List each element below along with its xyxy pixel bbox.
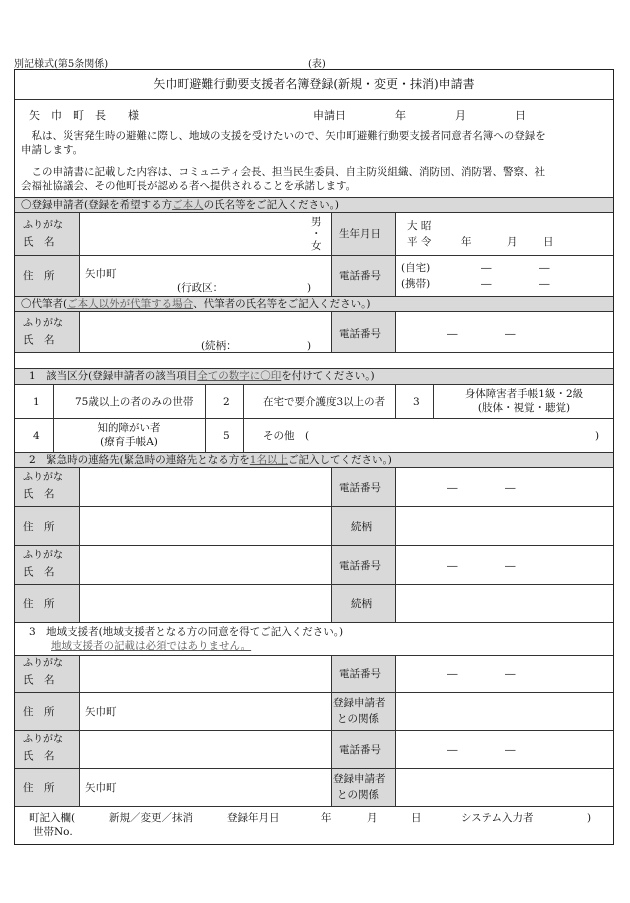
application-form (14, 69, 614, 845)
consent-paragraph-1b: 申請します。 (21, 144, 84, 156)
proxy-phone-dash-2: ― (505, 328, 516, 340)
applicant-address-label: 住 所 (23, 270, 55, 282)
phone-mobile-dash-2: ― (539, 278, 550, 290)
era-row-2[interactable]: 平 令 (407, 236, 432, 248)
category-5-close: ) (595, 430, 600, 442)
applicant-phone-label: 電話番号 (339, 270, 381, 282)
proxy-heading: 〇代筆者(ご本人以外が代筆する場合、代筆者の氏名等をご記入ください。) (21, 298, 371, 310)
emergency-2-dash-1: ― (447, 560, 458, 572)
proxy-phone-dash-1: ― (447, 328, 458, 340)
office-close: ) (587, 812, 592, 824)
supporter-1-dash-2: ― (505, 668, 516, 680)
office-use-label: 町記入欄( (29, 812, 76, 824)
supporter-1-dash-1: ― (447, 668, 458, 680)
category-4-number[interactable]: 4 (33, 430, 40, 442)
gender-dot: ・ (311, 228, 322, 240)
consent-paragraph-1a: 私は、災害発生時の避難に際し、地域の支援を受けたいので、矢巾町避難行動要支援者同意者名簿への登録を (21, 130, 546, 142)
emergency-1-dash-1: ― (447, 482, 458, 494)
supporter-heading: 3 地域支援者(地域支援者となる方の同意を得てご記入ください。) (29, 626, 344, 638)
emergency-2-address-label: 住 所 (23, 598, 55, 610)
office-system-operator: システム入力者 (461, 812, 534, 824)
proxy-relation-close: ) (307, 340, 312, 352)
date-year: 年 (395, 109, 406, 122)
supporter-2-name-label: 氏 名 (23, 750, 55, 762)
applicant-heading: 〇登録申請者(登録を希望する方ご本人の氏名等をご記入ください。) (21, 199, 339, 211)
category-3-label-1: 身体障害者手帳1級・2級 (464, 388, 584, 400)
addressee: 矢 巾 町 長 様 (29, 109, 139, 122)
office-request-types[interactable]: 新規／変更／抹消 (109, 812, 193, 824)
supporter-2-address-label: 住 所 (23, 782, 55, 794)
form-header (14, 55, 614, 69)
proxy-phone-label: 電話番号 (339, 328, 381, 340)
office-day: 日 (411, 812, 422, 824)
category-2-number[interactable]: 2 (223, 396, 230, 408)
category-1-label: 75歳以上の者のみの世帯 (75, 396, 194, 408)
date-month: 月 (455, 109, 466, 122)
supporter-1-furigana-label: ふりがな (23, 658, 63, 669)
supporter-2-address-value[interactable]: 矢巾町 (85, 782, 117, 794)
emergency-2-furigana-label: ふりがな (23, 550, 63, 561)
era-row-1[interactable]: 大 昭 (407, 220, 432, 232)
supporter-1-name-label: 氏 名 (23, 674, 55, 686)
office-month: 月 (367, 812, 378, 824)
emergency-1-address-label: 住 所 (23, 521, 55, 533)
supporter-2-dash-1: ― (447, 744, 458, 756)
consent-paragraph-2b: 会福祉協議会、その他町長が認める者へ提供されることを承諾します。 (21, 180, 357, 192)
supporter-2-dash-2: ― (505, 744, 516, 756)
category-3-number[interactable]: 3 (413, 396, 420, 408)
district-close: ) (307, 282, 312, 294)
supporter-2-relation-label-1: 登録申請者 (333, 773, 386, 785)
gender-female[interactable]: 女 (311, 240, 322, 252)
emergency-2-dash-2: ― (505, 560, 516, 572)
emergency-2-phone-label: 電話番号 (339, 560, 381, 572)
applicant-furigana-label: ふりがな (23, 220, 63, 231)
consent-paragraph-2a: この申請書に記載した内容は、コミュニティ会長、担当民生委員、自主防災組織、消防団、消防署、警察、社 (21, 166, 545, 178)
date-day: 日 (515, 109, 526, 122)
emergency-1-furigana-label: ふりがな (23, 472, 63, 483)
proxy-relation-label: (続柄： (201, 340, 237, 352)
category-3-label-2: (肢体・視覚・聴覚) (477, 402, 571, 414)
applicant-name-label: 氏 名 (23, 236, 55, 248)
emergency-1-dash-2: ― (505, 482, 516, 494)
page-side: (表) (308, 59, 326, 70)
emergency-2-name-label: 氏 名 (23, 566, 55, 578)
category-2-label: 在宅で要介護度3以上の者 (263, 396, 386, 408)
form-title: 矢巾町避難行動要支援者名簿登録(新規・変更・抹消)申請書 (153, 77, 475, 91)
office-registration-date: 登録年月日 (227, 812, 280, 824)
date-label: 申請日 (313, 109, 346, 122)
category-5-label: その他 ( (263, 430, 310, 442)
district-label: (行政区： (177, 282, 224, 294)
category-4-label-2: (療育手帳A) (100, 436, 158, 448)
category-4-label-1: 知的障がい者 (97, 422, 161, 434)
supporter-1-phone-label: 電話番号 (339, 668, 381, 680)
emergency-1-relation-label: 続柄 (351, 521, 372, 533)
emergency-heading: 2 緊急時の連絡先(緊急時の連絡先となる方を1名以上ご記入してください。) (29, 454, 392, 466)
supporter-1-address-label: 住 所 (23, 706, 55, 718)
birth-day: 日 (543, 236, 554, 248)
birth-month: 月 (507, 236, 518, 248)
supporter-2-relation-label-2: との関係 (337, 789, 379, 801)
emergency-1-name-label: 氏 名 (23, 488, 55, 500)
supporter-2-furigana-label: ふりがな (23, 734, 63, 745)
applicant-address-value[interactable]: 矢巾町 (85, 268, 117, 280)
phone-mobile-dash-1: ― (481, 278, 492, 290)
category-1-number[interactable]: 1 (33, 396, 40, 408)
office-year: 年 (321, 812, 332, 824)
supporter-note: 地域支援者の記載は必須ではありません。 (51, 640, 252, 652)
emergency-1-phone-label: 電話番号 (339, 482, 381, 494)
birth-date-label: 生年月日 (339, 228, 381, 240)
category-heading: 1 該当区分(登録申請者の該当項目全ての数字に〇印を付けてください。) (29, 370, 375, 382)
proxy-furigana-label: ふりがな (23, 318, 63, 329)
emergency-2-relation-label: 続柄 (351, 598, 372, 610)
phone-home-label: (自宅) (401, 262, 431, 274)
form-reference: 別記様式(第5条関係) (14, 59, 109, 70)
supporter-1-relation-label-2: との関係 (337, 713, 379, 725)
supporter-2-phone-label: 電話番号 (339, 744, 381, 756)
supporter-1-address-value[interactable]: 矢巾町 (85, 706, 117, 718)
proxy-name-label: 氏 名 (23, 334, 55, 346)
birth-year: 年 (461, 236, 472, 248)
phone-mobile-label: (携帯) (401, 278, 431, 290)
supporter-1-relation-label-1: 登録申請者 (333, 697, 386, 709)
household-number-label: 世帯No. (33, 826, 73, 838)
phone-home-dash-1: ― (481, 262, 492, 274)
gender-male[interactable]: 男 (311, 216, 322, 228)
category-5-number[interactable]: 5 (223, 430, 230, 442)
phone-home-dash-2: ― (539, 262, 550, 274)
